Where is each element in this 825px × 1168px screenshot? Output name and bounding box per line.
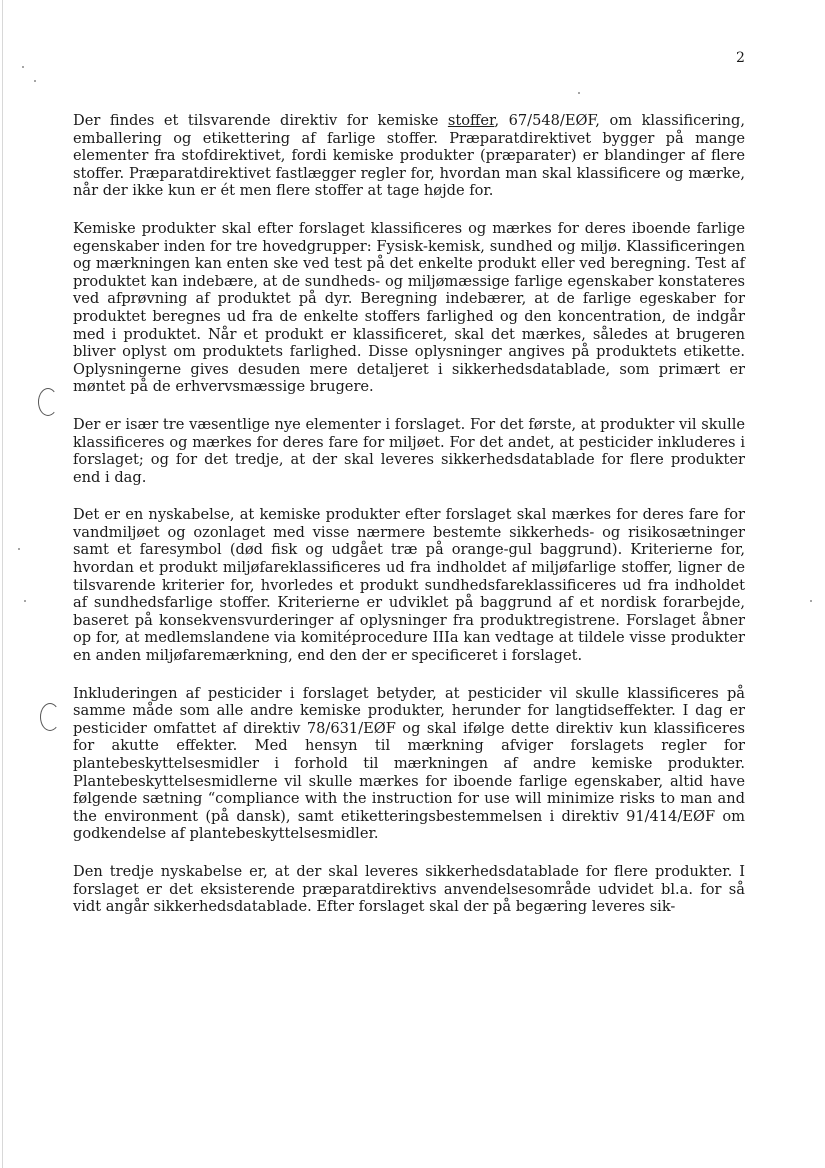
paragraph-3: Der er især tre væsentlige nye elementer i forslaget. For det første, at produkter vil skulle klassificeres og mærkes for deres fare for miljøet. For det andet, at pesticider inkluderes i forslaget; og for det tredje, at der skal leveres sikkerhedsdatablade for flere produkter end i dag. xyxy=(73,415,745,486)
paragraph-5: Inkluderingen af pesticider i forslaget betyder, at pesticider vil skulle klassificeres på samme måde som alle andre kemiske produkter, herunder for langtidseffekter. I dag er pesticider omfattet af direktiv 78/631/EØF og skal ifølge dette direktiv kun klassificeres for akutte effekter. Med hensyn til mærkning afviger forslagets regler for plantebeskyttelsesmidler i forhold til mærkningen af andre kemiske produkter. Plantebeskyttelsesmidlerne vil skulle mærkes for iboende farlige egenskaber, altid have følgende sætning “compliance with the instruction for use will minimize risks to man and the environment (på dansk), samt etiketteringsbestemmelsen i direktiv 91/414/EØF om godkendelse af plantebeskyttelsesmidler. xyxy=(73,684,745,843)
paragraph-1-before: Der findes et tilsvarende direktiv for kemiske xyxy=(73,112,448,129)
scan-speck xyxy=(34,80,36,82)
paragraph-1 xyxy=(73,112,745,200)
page-number: 2 xyxy=(736,50,745,66)
scan-speck xyxy=(18,548,20,550)
scan-speck xyxy=(810,600,812,602)
punch-hole-mark-upper xyxy=(38,388,58,416)
paragraph-4: Det er en nyskabelse, at kemiske produkter efter forslaget skal mærkes for deres fare for vandmiljøet og ozonlaget med visse nærmere bestemte sikkerheds- og risikosætninger samt et faresymbol (død fisk og udgået træ på orange-gul baggrund). Kriterierne for, hvordan et produkt miljøfareklassificeres ud fra indholdet af miljøfarlige stoffer, ligner de tilsvarende kriterier for, hvorledes et produkt sundhedsfareklassificeres ud fra indholdet af sundhedsfarlige stoffer. Kriterierne er udviklet på baggrund af et nordisk forarbejde, baseret på konsekvensvurderinger af oplysninger fra produktregistrene. Forslaget åbner op for, at medlemslandene via komitéprocedure IIIa kan vedtage at tildele visse produkter en anden miljøfaremærkning, end den der er specificeret i forslaget. xyxy=(73,506,745,665)
scan-speck xyxy=(22,66,24,68)
scan-edge-line xyxy=(2,0,3,1168)
paragraph-2: Kemiske produkter skal efter forslaget klassificeres og mærkes for deres iboende farlige egenskaber inden for tre hovedgrupper: Fysisk-kemisk, sundhed og miljø. Klassificeringen og mærkningen kan enten ske ved test på det enkelte produkt eller ved beregning. Test af produktet kan indebære, at de sundheds- og miljømæssige farlige egenskaber konstateres ved afprøvning af produktet på dyr. Beregning indebærer, at de farlige egeskaber for produktet beregnes ud fra de enkelte stoffers farlighed og den koncentration, de indgår med i produktet. Når et produkt er klassificeret, skal det mærkes, således at brugeren bliver oplyst om produktets farlighed. Disse oplysninger angives på produktets etikette. Oplysningerne gives desuden mere detaljeret i sikkerhedsdatablade, som primært er møntet på de erhvervsmæssige brugere. xyxy=(73,219,745,396)
paragraph-1-after: , 67/548/EØF, om klassificering, emballering og etikettering af farlige stoffer. Præparatdirektivet bygger på mange elementer fra stofdirektivet, fordi kemiske produkter (præparater) er blandinger af flere stoffer. Præparatdirektivet fastlægger regler for, hvordan man skal klassificere og mærke, når der ikke kun er ét men flere stoffer at tage højde for. xyxy=(73,112,745,200)
paragraph-6: Den tredje nyskabelse er, at der skal leveres sikkerhedsdatablade for flere produkter. I forslaget er det eksisterende præparatdirektivs anvendelsesområde udvidet bl.a. for så vidt angår sikkerhedsdatablade. Efter forslaget skal der på begæring leveres sik- xyxy=(73,862,745,916)
scan-speck xyxy=(578,92,580,94)
underlined-word: stoffer xyxy=(447,112,495,129)
scan-speck xyxy=(24,600,26,602)
punch-hole-mark-lower xyxy=(40,703,60,731)
body-text xyxy=(73,112,745,936)
